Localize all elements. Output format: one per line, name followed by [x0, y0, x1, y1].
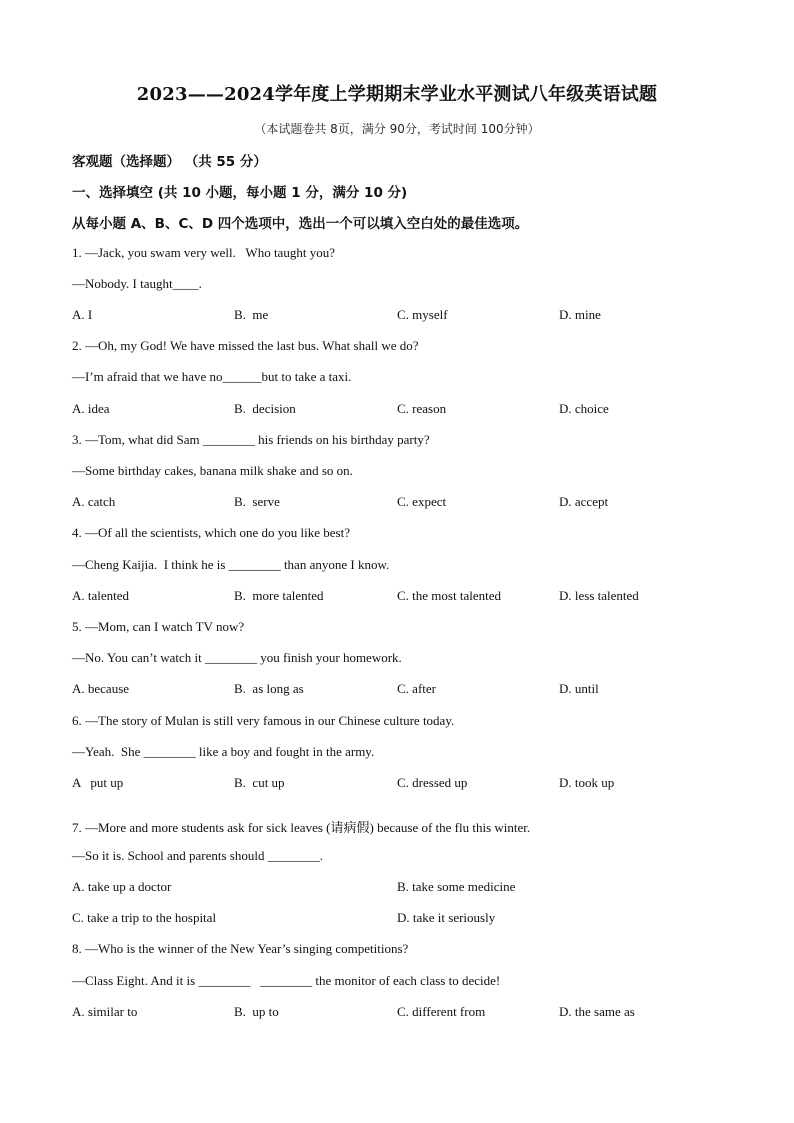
question-3-option-a: A. catch: [72, 494, 116, 509]
question-1-option-a: A. I: [72, 307, 93, 322]
question-7-reply: —So it is. School and parents should ________.: [72, 848, 323, 863]
question-8-option-c: C. different from: [397, 1004, 486, 1019]
question-5-option-d: D. until: [559, 681, 599, 696]
question-6-prompt: 6. —The story of Mulan is still very famous in our Chinese culture today.: [72, 713, 455, 728]
question-7-option-a: A. take up a doctor: [72, 879, 172, 894]
exam-title: 2023——2024学年度上学期期末学业水平测试八年级英语试题: [136, 84, 658, 105]
question-4-option-a: A. talented: [72, 588, 130, 603]
question-7-option-c: C. take a trip to the hospital: [72, 910, 217, 925]
question-3-prompt: 3. —Tom, what did Sam ________ his friends on his birthday party?: [72, 432, 430, 447]
question-6-option-a: A put up: [72, 775, 124, 790]
section-instruction: 从每小题 A、B、C、D 四个选项中，选出一个可以填入空白处的最佳选项。: [72, 216, 529, 232]
question-5-option-c: C. after: [397, 681, 436, 696]
question-8-option-a: A. similar to: [72, 1004, 138, 1019]
question-4-reply: —Cheng Kaijia. I think he is ________ than anyone I know.: [72, 557, 390, 572]
question-1-option-b: B. me: [234, 307, 269, 322]
question-8-reply: —Class Eight. And it is ________ ________ the monitor of each class to decide!: [72, 973, 501, 988]
question-3-option-c: C. expect: [397, 494, 447, 509]
question-3-reply: —Some birthday cakes, banana milk shake and so on.: [72, 463, 353, 478]
question-4-option-d: D. less talented: [559, 588, 639, 603]
question-2-option-b: B. decision: [234, 401, 296, 416]
question-1-prompt: 1. —Jack, you swam very well. Who taught you?: [72, 245, 335, 260]
question-2-option-c: C. reason: [397, 401, 447, 416]
question-8-option-d: D. the same as: [559, 1004, 635, 1019]
question-5-option-a: A. because: [72, 681, 130, 696]
question-6-option-c: C. dressed up: [397, 775, 468, 790]
question-2-reply: —I’m afraid that we have no______but to take a taxi.: [72, 369, 352, 384]
question-1-option-d: D. mine: [559, 307, 601, 322]
question-5-reply: —No. You can’t watch it ________ you finish your homework.: [72, 650, 402, 665]
question-3-option-d: D. accept: [559, 494, 609, 509]
question-8-option-b: B. up to: [234, 1004, 279, 1019]
section-part-heading: 客观题（选择题） （共 55 分）: [72, 154, 267, 170]
question-7-prompt: 7. —More and more students ask for sick leaves (请病假) because of the flu this winter.: [72, 820, 531, 835]
question-2-option-d: D. choice: [559, 401, 609, 416]
question-4-option-c: C. the most talented: [397, 588, 501, 603]
question-5-option-b: B. as long as: [234, 681, 304, 696]
question-5-prompt: 5. —Mom, can I watch TV now?: [72, 619, 245, 634]
question-1-reply: —Nobody. I taught____.: [72, 276, 202, 291]
question-4-option-b: B. more talented: [234, 588, 324, 603]
question-1-option-c: C. myself: [397, 307, 448, 322]
question-6-option-b: B. cut up: [234, 775, 285, 790]
section-heading: 一、选择填空 (共 10 小题，每小题 1 分，满分 10 分): [72, 185, 408, 201]
question-4-prompt: 4. —Of all the scientists, which one do you like best?: [72, 525, 351, 540]
question-6-option-d: D. took up: [559, 775, 615, 790]
question-7-option-b: B. take some medicine: [397, 879, 516, 894]
exam-subtitle: （本试题卷共 8页，满分 90分，考试时间 100分钟）: [254, 122, 540, 136]
question-3-option-b: B. serve: [234, 494, 280, 509]
question-8-prompt: 8. —Who is the winner of the New Year’s singing competitions?: [72, 941, 409, 956]
question-6-reply: —Yeah. She ________ like a boy and fought in the army.: [72, 744, 375, 759]
question-2-prompt: 2. —Oh, my God! We have missed the last bus. What shall we do?: [72, 338, 419, 353]
question-7-option-d: D. take it seriously: [397, 910, 496, 925]
question-2-option-a: A. idea: [72, 401, 110, 416]
